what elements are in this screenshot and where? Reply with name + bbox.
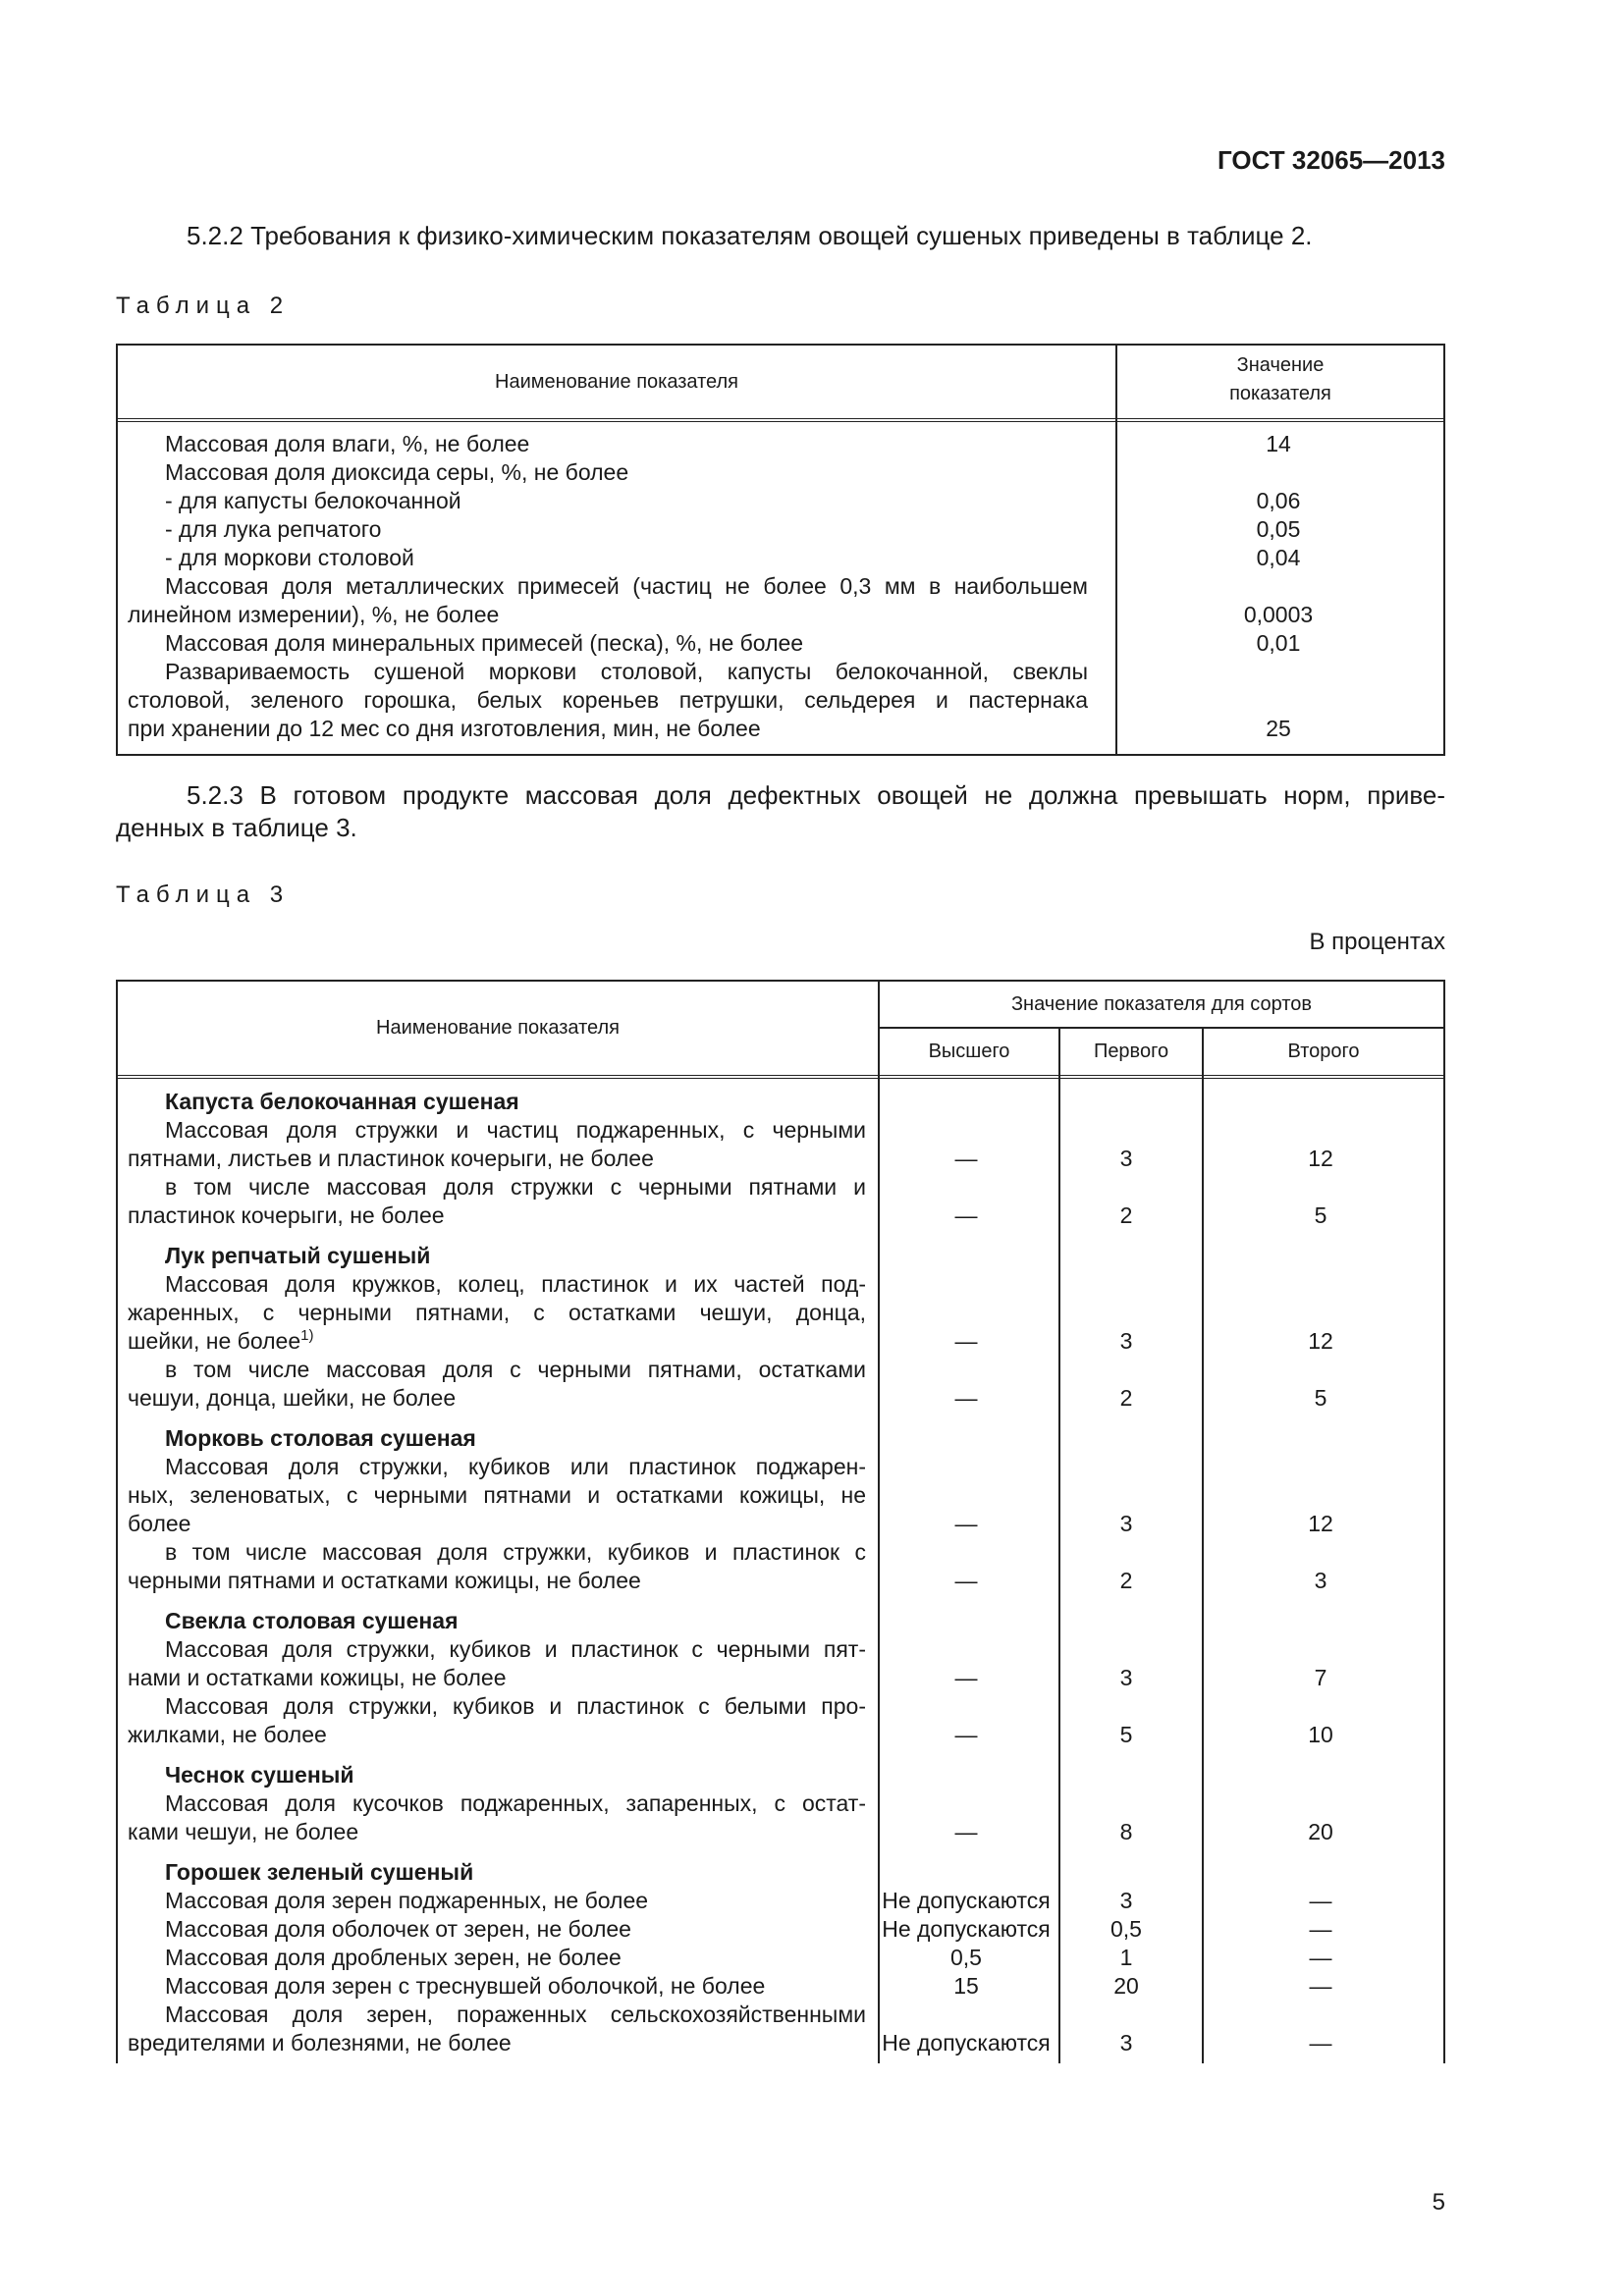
table3-row bbox=[118, 1538, 1443, 1595]
table3-value-first: 3 bbox=[1119, 1665, 1133, 1690]
table3-value-highest: 0,5 bbox=[950, 1945, 982, 1970]
table2-row bbox=[118, 572, 1443, 629]
table3-row-name-line: пятнами, листьев и пластинок кочерыги, не более bbox=[128, 1146, 654, 1171]
table3-row bbox=[118, 1270, 1443, 1356]
table3-value-first: 3 bbox=[1119, 1888, 1133, 1913]
table3-value-highest: Не допускаются bbox=[882, 1916, 1051, 1942]
table-2 bbox=[116, 344, 1445, 756]
table3-value-second: 20 bbox=[1308, 1819, 1333, 1844]
table3-row-name-line: Массовая доля стружки, кубиков или пластинок поджарен- bbox=[165, 1454, 866, 1479]
table3-row-name-line: в том числе массовая доля с черными пятнами, остатками bbox=[165, 1357, 866, 1382]
table3-row-name-line: ных, зеленоватых, с черными пятнами и остатками кожицы, не bbox=[128, 1482, 866, 1508]
table2-row-name-line: Массовая доля металлических примесей (частиц не более 0,3 мм в наибольшем bbox=[165, 573, 1088, 599]
table3-row bbox=[118, 1116, 1443, 1173]
table2-row-value: 0,01 bbox=[1256, 630, 1301, 656]
table3-row-name bbox=[118, 1635, 866, 1692]
paragraph-text-line2: денных в таблице 3. bbox=[116, 813, 357, 842]
table3-row bbox=[118, 2001, 1443, 2057]
table2-row-value: 0,0003 bbox=[1243, 602, 1314, 627]
table3-value-second: 5 bbox=[1314, 1202, 1327, 1228]
paragraph-number: 5.2.3 bbox=[187, 780, 244, 810]
table3-row bbox=[118, 1692, 1443, 1749]
table3-section bbox=[118, 1088, 1443, 1230]
table3-value-highest: — bbox=[954, 1202, 978, 1228]
table2-row bbox=[118, 487, 1443, 515]
table3-value-first: 5 bbox=[1119, 1722, 1133, 1747]
table2-body bbox=[118, 430, 1443, 743]
table3-row-name bbox=[118, 1453, 866, 1538]
table3-value-second: — bbox=[1309, 2030, 1332, 2056]
table2-row-name: - для моркови столовой bbox=[165, 545, 414, 570]
table3-row-name bbox=[118, 2001, 866, 2057]
paragraph-text: Требования к физико-химическим показателям овощей сушеных приведены в таблице 2. bbox=[250, 221, 1313, 250]
table2-row-name: Массовая доля минеральных примесей (песка), %, не более bbox=[165, 630, 804, 656]
table2-row-name: Массовая доля диоксида серы, %, не более bbox=[165, 459, 629, 485]
table3-value-second: 12 bbox=[1308, 1511, 1333, 1536]
table3-section bbox=[118, 1607, 1443, 1749]
table3-value-first: 2 bbox=[1119, 1568, 1133, 1593]
table3-value-highest: — bbox=[954, 1385, 978, 1411]
table3-row-name-line: вредителями и болезнями, не более bbox=[128, 2030, 512, 2056]
document-id: ГОСТ 32065—2013 bbox=[1218, 145, 1445, 175]
table3-row-name bbox=[118, 1944, 866, 1972]
table3-value-highest: — bbox=[954, 1665, 978, 1690]
table2-row bbox=[118, 458, 1443, 487]
table2-row-name bbox=[118, 572, 1100, 629]
table3-value-second: — bbox=[1309, 1973, 1332, 1999]
table3-row bbox=[118, 1789, 1443, 1846]
table3-section bbox=[118, 1242, 1443, 1413]
table3-row bbox=[118, 1356, 1443, 1413]
table3-row-name-line: черными пятнами и остатками кожицы, не более bbox=[128, 1568, 641, 1593]
table3-row-name bbox=[118, 1173, 866, 1230]
table3-row-name-line: ками чешуи, не более bbox=[128, 1819, 359, 1844]
table3-value-highest: — bbox=[954, 1146, 978, 1171]
table3-value-second: 12 bbox=[1308, 1146, 1333, 1171]
table3-section-title: Капуста белокочанная сушеная bbox=[165, 1089, 519, 1114]
table3-row bbox=[118, 1944, 1443, 1972]
paragraph-text-line1: В готовом продукте массовая доля дефектных овощей не должна превышать норм, приве- bbox=[259, 780, 1445, 810]
table3-row-name-line: пластинок кочерыги, не более bbox=[128, 1202, 445, 1228]
table3-value-second: — bbox=[1309, 1888, 1332, 1913]
table3-row-name-line: жилками, не более bbox=[128, 1722, 327, 1747]
table3-value-second: 5 bbox=[1314, 1385, 1327, 1411]
table3-row bbox=[118, 1453, 1443, 1538]
table3-row-name-line: Массовая доля кружков, колец, пластинок и их частей под- bbox=[165, 1271, 866, 1297]
table3-value-first: 3 bbox=[1119, 1146, 1133, 1171]
table2-row-value: 25 bbox=[1266, 716, 1291, 741]
table3-row-name-line: Массовая доля стружки и частиц поджаренных, с черными bbox=[165, 1117, 866, 1143]
table3-row bbox=[118, 1635, 1443, 1692]
table2-row-value: 14 bbox=[1266, 431, 1291, 456]
table2-row bbox=[118, 629, 1443, 658]
table3-section-title: Горошек зеленый сушеный bbox=[165, 1859, 474, 1885]
table2-row bbox=[118, 658, 1443, 743]
table3-value-first: 8 bbox=[1119, 1819, 1133, 1844]
table3-row-name-line: чешуи, донца, шейки, не более bbox=[128, 1385, 457, 1411]
table3-row-name-line: нами и остатками кожицы, не более bbox=[128, 1665, 507, 1690]
table3-value-highest: 15 bbox=[953, 1973, 979, 1999]
table2-row-name-line: линейном измерении), %, не более bbox=[128, 602, 500, 627]
table3-section bbox=[118, 1858, 1443, 2057]
table3-row-name-line: Массовая доля дробленых зерен, не более bbox=[165, 1945, 622, 1970]
table3-value-first: 0,5 bbox=[1110, 1916, 1142, 1942]
table3-row-name-line: более bbox=[128, 1511, 191, 1536]
table3-row-name-line: Массовая доля стружки, кубиков и пластинок с белыми про- bbox=[165, 1693, 866, 1719]
footnote-marker: 1) bbox=[300, 1327, 314, 1344]
table2-row-name-line: Развариваемость сушеной моркови столовой, капусты белокочанной, свеклы bbox=[165, 659, 1088, 684]
table2-row-name: - для капусты белокочанной bbox=[165, 488, 461, 513]
table3-value-highest: — bbox=[954, 1819, 978, 1844]
table3-row-name-line: Массовая доля зерен с треснувшей оболочкой, не более bbox=[165, 1973, 766, 1999]
table3-value-second: — bbox=[1309, 1945, 1332, 1970]
table3-value-first: 3 bbox=[1119, 1328, 1133, 1354]
table2-row-value: 0,06 bbox=[1256, 488, 1301, 513]
table2-row-name: Массовая доля влаги, %, не более bbox=[165, 431, 530, 456]
table3-row-name bbox=[118, 1887, 866, 1915]
table3-value-first: 2 bbox=[1119, 1202, 1133, 1228]
table3-value-first: 20 bbox=[1113, 1973, 1139, 1999]
table3-value-highest: Не допускаются bbox=[882, 2030, 1051, 2056]
table3-value-first: 3 bbox=[1119, 2030, 1133, 2056]
table2-col-name: Наименование показателя bbox=[495, 370, 738, 393]
table3-col-grade-first: Первого bbox=[1093, 1040, 1169, 1062]
table3-row-name-line: жаренных, с черными пятнами, с остатками чешуи, донца, bbox=[128, 1300, 866, 1325]
table2-row-name-line: при хранении до 12 мес со дня изготовления, мин, не более bbox=[128, 716, 761, 741]
table3-row-name-line: Массовая доля кусочков поджаренных, запаренных, с остат- bbox=[165, 1790, 866, 1816]
table3-row-name-line: шейки, не более$^{1)}$ bbox=[128, 1327, 314, 1354]
table3-units: В процентах bbox=[1309, 929, 1445, 955]
table3-row bbox=[118, 1915, 1443, 1944]
table3-body bbox=[118, 1088, 1443, 2069]
table2-row-value: 0,05 bbox=[1256, 516, 1301, 542]
paragraph-number: 5.2.2 bbox=[187, 221, 244, 250]
table2-row-name-line: столовой, зеленого горошка, белых кореньев петрушки, сельдерея и пастернака bbox=[128, 687, 1088, 713]
table3-row-name bbox=[118, 1972, 866, 2001]
table2-caption: Таблица 2 bbox=[116, 293, 291, 319]
table3-row-name-line: Массовая доля зерен поджаренных, не более bbox=[165, 1888, 649, 1913]
table3-row bbox=[118, 1972, 1443, 2001]
table3-value-second: 3 bbox=[1314, 1568, 1327, 1593]
table2-row bbox=[118, 515, 1443, 544]
table3-value-first: 2 bbox=[1119, 1385, 1133, 1411]
table3-section-title: Чеснок сушеный bbox=[165, 1762, 354, 1788]
table3-value-first: 1 bbox=[1119, 1945, 1133, 1970]
table3-row-name-line: Массовая доля стружки, кубиков и пластинок с черными пят- bbox=[165, 1636, 866, 1662]
table2-col-value bbox=[1117, 351, 1443, 414]
table3-row-name bbox=[118, 1915, 866, 1944]
table3-section-title: Свекла столовая сушеная bbox=[165, 1608, 459, 1633]
table2-row-value: 0,04 bbox=[1256, 545, 1301, 570]
table3-value-highest: — bbox=[954, 1568, 978, 1593]
table3-value-first: 3 bbox=[1119, 1511, 1133, 1536]
table3-row-name bbox=[118, 1270, 866, 1356]
table3-value-second: 7 bbox=[1314, 1665, 1327, 1690]
table3-row-name-line: Массовая доля оболочек от зерен, не более bbox=[165, 1916, 631, 1942]
table3-row-name bbox=[118, 1538, 866, 1595]
table2-row bbox=[118, 544, 1443, 572]
table3-row bbox=[118, 1173, 1443, 1230]
table3-value-highest: — bbox=[954, 1511, 978, 1536]
table3-row-name-line: в том числе массовая доля стружки, кубиков и пластинок с bbox=[165, 1539, 866, 1565]
table3-caption: Таблица 3 bbox=[116, 881, 291, 908]
table3-row-name bbox=[118, 1356, 866, 1413]
table2-row-name: - для лука репчатого bbox=[165, 516, 382, 542]
paragraph-5-2-2 bbox=[116, 220, 1445, 252]
table3-value-second: 10 bbox=[1308, 1722, 1333, 1747]
table3-value-highest: — bbox=[954, 1328, 978, 1354]
table3-section-title: Лук репчатый сушеный bbox=[165, 1243, 431, 1268]
table3-section bbox=[118, 1424, 1443, 1595]
table3-row-name bbox=[118, 1116, 866, 1173]
table3-col-grade-second: Второго bbox=[1287, 1040, 1360, 1062]
table3-col-grade-highest: Высшего bbox=[928, 1040, 1010, 1062]
table3-row-name bbox=[118, 1789, 866, 1846]
table3-value-second: 12 bbox=[1308, 1328, 1333, 1354]
table3-value-highest: — bbox=[954, 1722, 978, 1747]
page-number: 5 bbox=[1432, 2189, 1445, 2216]
table3-section bbox=[118, 1761, 1443, 1846]
table3-col-group: Значение показателя для сортов bbox=[1010, 992, 1313, 1015]
table-3 bbox=[116, 980, 1445, 2063]
table2-row bbox=[118, 430, 1443, 458]
paragraph-5-2-3 bbox=[116, 779, 1445, 844]
table3-section-title: Морковь столовая сушеная bbox=[165, 1425, 476, 1451]
table3-col-name: Наименование показателя bbox=[376, 1017, 620, 1039]
table3-value-highest: Не допускаются bbox=[882, 1888, 1051, 1913]
table2-col-value-line1: Значение bbox=[1236, 354, 1325, 376]
table3-row-name bbox=[118, 1692, 866, 1749]
table3-row bbox=[118, 1887, 1443, 1915]
table3-row-name-line: в том числе массовая доля стружки с черными пятнами и bbox=[165, 1174, 866, 1200]
table3-value-second: — bbox=[1309, 1916, 1332, 1942]
table3-row-name-line: Массовая доля зерен, пораженных сельскохозяйственными bbox=[165, 2002, 866, 2027]
table2-row-name bbox=[118, 658, 1100, 743]
table2-col-value-line2: показателя bbox=[1229, 383, 1331, 404]
